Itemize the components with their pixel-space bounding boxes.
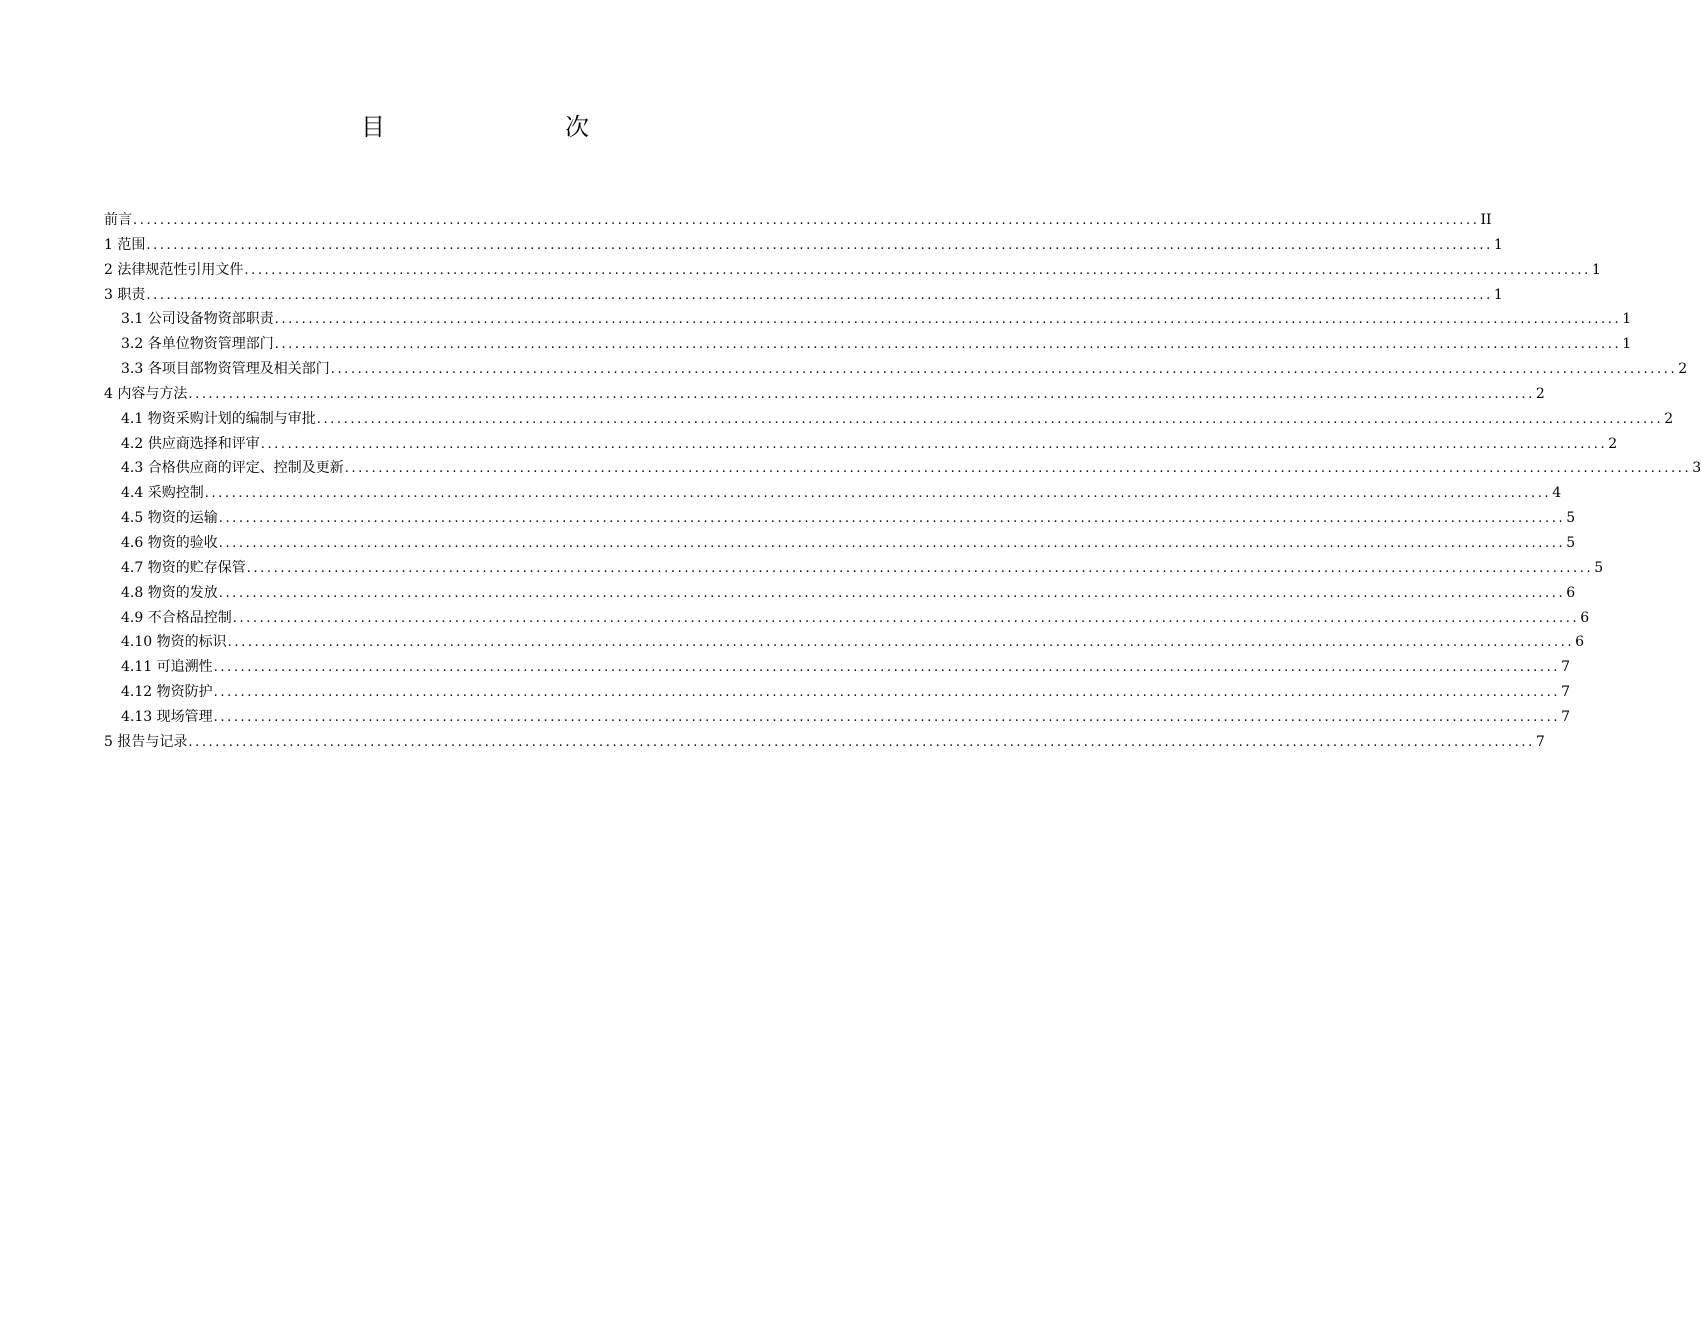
toc-entry-page-number: 2 [1678, 361, 1688, 378]
toc-entry-page-number: 1 [1493, 286, 1503, 303]
toc-entry-page-number: 1 [1493, 236, 1503, 253]
toc-entry-label: 4.7 物资的贮存保管 [121, 559, 246, 576]
toc-entry-label: 4.1 物资采购计划的编制与审批 [121, 410, 316, 427]
toc-entry-label: 5 报告与记录 [104, 733, 188, 750]
toc-dot-leader: ........................................................................................................................................................................................................ [232, 610, 1580, 626]
toc-entry[interactable] [104, 705, 1571, 730]
toc-entry[interactable] [104, 407, 1674, 432]
toc-entry[interactable] [104, 581, 1576, 606]
toc-entry-page-number: 4 [1552, 485, 1562, 502]
toc-entry-label: 4.6 物资的验收 [121, 534, 218, 551]
toc-dot-leader: ........................................................................................................................................................................................................ [213, 709, 1561, 725]
toc-dot-leader: ........................................................................................................................................................................................................ [227, 635, 1575, 651]
toc-entry-label: 4.3 合格供应商的评定、控制及更新 [121, 460, 344, 477]
toc-entry-label: 3.2 各单位物资管理部门 [121, 336, 274, 353]
toc-entry[interactable] [104, 233, 1503, 258]
toc-entry[interactable] [104, 531, 1576, 556]
toc-entry-label: 3 职责 [104, 286, 146, 303]
toc-entry-page-number: 1 [1622, 311, 1632, 328]
toc-entry-label: 4.12 物资防护 [121, 684, 213, 701]
toc-entry-page-number: 2 [1608, 435, 1618, 452]
toc-entry[interactable] [104, 506, 1576, 531]
toc-dot-leader: ........................................................................................................................................................................................................ [260, 436, 1608, 452]
toc-entry[interactable] [104, 258, 1601, 283]
toc-dot-leader: ........................................................................................................................................................................................................ [146, 287, 1493, 303]
toc-entry[interactable] [104, 730, 1545, 755]
table-of-contents [104, 208, 1701, 755]
toc-dot-leader: ........................................................................................................................................................................................................ [218, 585, 1566, 601]
toc-entry-page-number: II [1480, 212, 1492, 228]
toc-entry-page-number: 7 [1561, 659, 1571, 676]
toc-entry-label: 4 内容与方法 [104, 385, 188, 402]
toc-entry[interactable] [104, 630, 1585, 655]
toc-dot-leader: ........................................................................................................................................................................................................ [146, 237, 1493, 253]
toc-entry-label: 4.2 供应商选择和评审 [121, 435, 260, 452]
toc-entry-label: 3.3 各项目部物资管理及相关部门 [121, 361, 330, 378]
toc-entry[interactable] [104, 655, 1571, 680]
toc-entry[interactable] [104, 382, 1545, 407]
toc-dot-leader: ........................................................................................................................................................................................................ [330, 362, 1678, 378]
toc-entry-page-number: 7 [1535, 733, 1545, 750]
toc-dot-leader: ........................................................................................................................................................................................................ [133, 213, 1480, 228]
toc-dot-leader: ........................................................................................................................................................................................................ [188, 734, 1535, 750]
toc-entry-page-number: 6 [1566, 584, 1576, 601]
toc-entry[interactable] [104, 481, 1562, 506]
toc-entry-page-number: 1 [1622, 336, 1632, 353]
toc-entry-label: 4.10 物资的标识 [121, 634, 227, 651]
toc-dot-leader: ........................................................................................................................................................................................................ [274, 312, 1622, 328]
toc-entry[interactable] [104, 357, 1688, 382]
toc-entry-page-number: 2 [1664, 410, 1674, 427]
toc-dot-leader: ........................................................................................................................................................................................................ [213, 660, 1561, 676]
toc-entry-label: 4.13 现场管理 [121, 708, 213, 725]
toc-entry-page-number: 3 [1692, 460, 1701, 477]
toc-dot-leader: ........................................................................................................................................................................................................ [244, 262, 1591, 278]
toc-entry[interactable] [104, 606, 1590, 631]
toc-entry[interactable] [104, 556, 1604, 581]
toc-entry-page-number: 7 [1561, 708, 1571, 725]
toc-title: 目 次 [361, 113, 667, 141]
toc-entry-label: 4.5 物资的运输 [121, 510, 218, 527]
toc-entry-page-number: 5 [1566, 534, 1576, 551]
toc-entry-page-number: 2 [1535, 385, 1545, 402]
toc-entry[interactable] [104, 208, 1492, 233]
toc-dot-leader: ........................................................................................................................................................................................................ [213, 685, 1561, 701]
toc-entry-label: 2 法律规范性引用文件 [104, 261, 244, 278]
toc-entry[interactable] [104, 283, 1503, 308]
toc-dot-leader: ........................................................................................................................................................................................................ [274, 337, 1622, 353]
toc-entry-label: 4.11 可追溯性 [121, 659, 213, 676]
toc-dot-leader: ........................................................................................................................................................................................................ [344, 461, 1692, 477]
toc-entry-page-number: 6 [1580, 609, 1590, 626]
toc-entry[interactable] [104, 456, 1701, 481]
toc-dot-leader: ........................................................................................................................................................................................................ [218, 511, 1566, 527]
toc-dot-leader: ........................................................................................................................................................................................................ [316, 411, 1664, 427]
toc-entry-label: 前言 [104, 212, 132, 228]
toc-entry-label: 4.4 采购控制 [121, 485, 204, 502]
toc-entry-label: 4.9 不合格品控制 [121, 609, 232, 626]
toc-entry-label: 1 范围 [104, 236, 146, 253]
toc-entry-label: 3.1 公司设备物资部职责 [121, 311, 274, 328]
toc-dot-leader: ........................................................................................................................................................................................................ [246, 560, 1594, 576]
toc-entry[interactable] [104, 432, 1618, 457]
toc-entry-page-number: 6 [1575, 634, 1585, 651]
toc-dot-leader: ........................................................................................................................................................................................................ [204, 486, 1552, 502]
toc-entry-label: 4.8 物资的发放 [121, 584, 218, 601]
toc-dot-leader: ........................................................................................................................................................................................................ [188, 386, 1535, 402]
toc-entry-page-number: 7 [1561, 684, 1571, 701]
toc-entry[interactable] [104, 332, 1632, 357]
toc-entry-page-number: 1 [1591, 261, 1601, 278]
toc-entry[interactable] [104, 680, 1571, 705]
toc-dot-leader: ........................................................................................................................................................................................................ [218, 535, 1566, 551]
toc-entry[interactable] [104, 307, 1632, 332]
toc-entry-page-number: 5 [1566, 510, 1576, 527]
toc-entry-page-number: 5 [1594, 559, 1604, 576]
